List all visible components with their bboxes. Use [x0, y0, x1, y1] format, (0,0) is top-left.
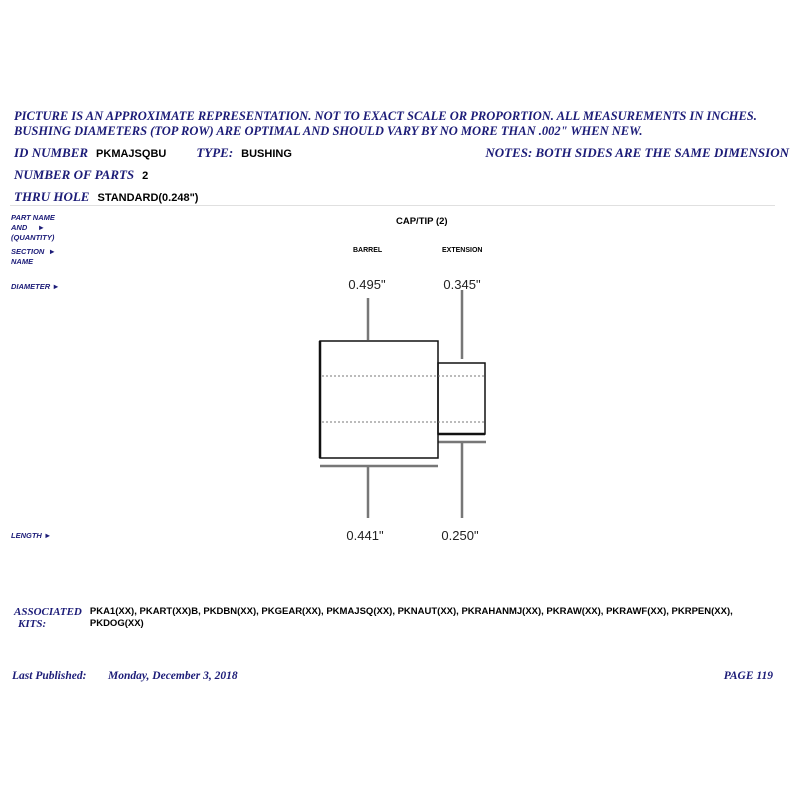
- part-name: CAP/TIP (2): [396, 216, 448, 227]
- last-published-label: Last Published:: [12, 670, 87, 682]
- arrow-right-icon: ►: [43, 531, 52, 540]
- label-section: SECTION ►: [11, 247, 56, 256]
- last-published-date: Monday, December 3, 2018: [108, 670, 238, 682]
- section-name-barrel: BARREL: [353, 247, 383, 254]
- thru-hole-label: THRU HOLE: [14, 189, 90, 204]
- number-of-parts-label: NUMBER OF PARTS: [14, 167, 135, 182]
- label-part-name: PART NAME: [11, 213, 55, 222]
- arrow-right-icon: ►: [37, 223, 46, 232]
- associated-kits-value: PKA1(XX), PKART(XX)B, PKDBN(XX), PKGEAR(XX), PKMAJSQ(XX), PKNAUT(XX), PKRAHANMJ(XX), PKRAW(XX), PKRAWF(XX), PKRPEN(XX), PKDOG(XX): [89, 606, 733, 629]
- associated-kits-label: [14, 606, 82, 630]
- label-name: NAME: [11, 257, 34, 266]
- type-value: BUSHING: [241, 148, 292, 160]
- barrel-diameter: 0.495": [348, 277, 386, 292]
- id-number-value: PKMAJSQBU: [96, 148, 167, 160]
- kits-label-line2: KITS:: [18, 618, 47, 630]
- disclaimer: PICTURE IS AN APPROXIMATE REPRESENTATION. NOT TO EXACT SCALE OR PROPORTION. ALL MEASUREMENTS IN INCHES. BUSHING DIAMETERS (TOP ROW) ARE OPTIMAL AND SHOULD VARY BY NO MORE THAN .002" WHEN NEW.: [14, 109, 757, 138]
- id-number-label: ID NUMBER: [14, 145, 89, 160]
- length-row-label: LENGTH ►: [11, 531, 52, 540]
- kits-label-line1: ASSOCIATED: [14, 606, 82, 618]
- page-number: PAGE 119: [723, 670, 773, 682]
- barrel-outline: [320, 341, 438, 458]
- label-quantity: (QUANTITY): [11, 233, 55, 242]
- number-of-parts-value: 2: [142, 170, 149, 182]
- section-name-extension: EXTENSION: [442, 247, 483, 254]
- barrel-length: 0.441": [346, 528, 384, 543]
- label-and: AND ►: [11, 223, 46, 232]
- notes: NOTES: BOTH SIDES ARE THE SAME DIMENSION: [485, 145, 789, 160]
- diameter-row-label: DIAMETER ►: [11, 282, 60, 291]
- extension-length: 0.250": [441, 528, 479, 543]
- arrow-right-icon: ►: [48, 247, 56, 256]
- associated-kits: [14, 606, 789, 630]
- arrow-right-icon: ►: [52, 282, 60, 291]
- extension-diameter: 0.345": [443, 277, 481, 292]
- thru-hole-value: STANDARD(0.248"): [97, 192, 199, 204]
- extension-outline: [438, 363, 485, 434]
- type-label: TYPE:: [196, 145, 234, 160]
